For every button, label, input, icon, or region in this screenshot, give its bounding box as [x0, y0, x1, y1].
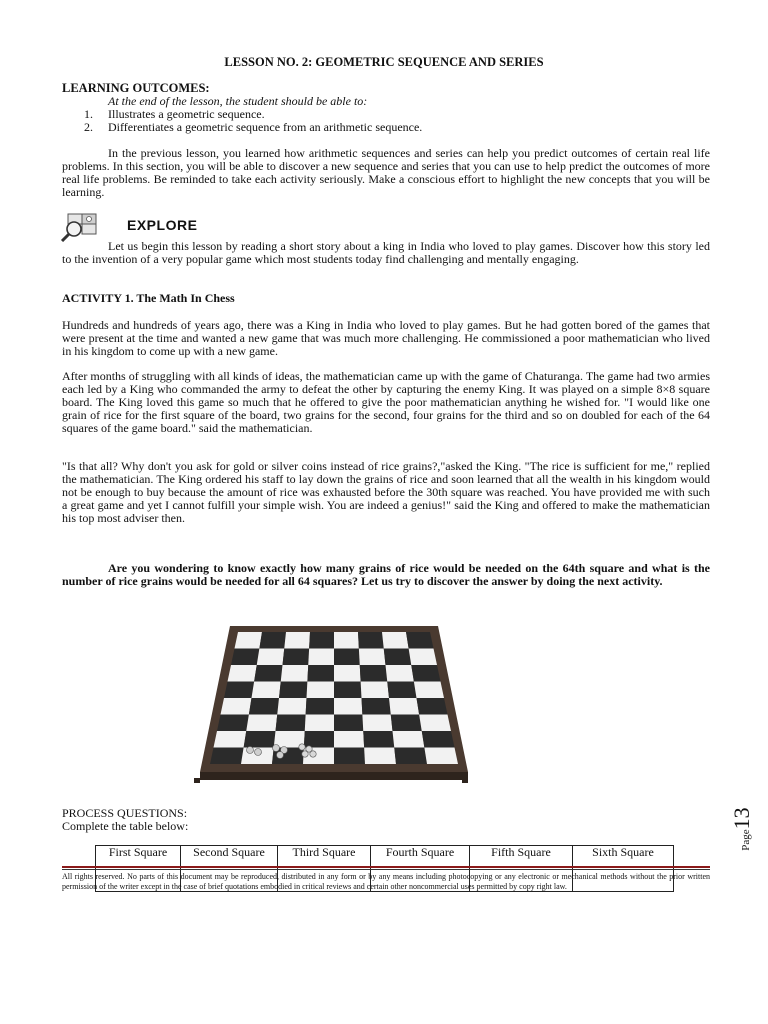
column-header: Fourth Square	[371, 846, 470, 867]
chess-square	[277, 698, 306, 715]
chess-square	[334, 665, 361, 682]
chess-square	[308, 649, 334, 666]
explore-paragraph: Let us begin this lesson by reading a short story about a king in India who loved to play games. Discover how this story led to the invention of a very popular game which most students today find challenging and mentally engaging.	[62, 239, 710, 266]
chess-square	[228, 665, 257, 682]
chess-square	[307, 665, 334, 682]
chess-square	[364, 748, 396, 765]
outcomes-heading: LEARNING OUTCOMES:	[62, 81, 210, 95]
chess-square	[411, 665, 440, 682]
chess-square	[414, 682, 444, 699]
outcomes-list	[84, 108, 422, 134]
intro-paragraph: In the previous lesson, you learned how arithmetic sequences and series can help you predict outcomes of certain real life problems. In this section, you will be able to discover a new sequence and series that you can use to help predict the outcomes of more real life problems. Be reminded to take each activity seriously. Make a conscious effort to highlight the new concepts that you will be learning.	[62, 146, 710, 199]
table-header-row	[96, 846, 674, 867]
column-header: Second Square	[181, 846, 278, 867]
chess-square	[334, 698, 362, 715]
chess-square	[224, 682, 254, 699]
outcomes-intro: At the end of the lesson, the student should be able to:	[108, 94, 368, 108]
chess-square	[231, 649, 259, 666]
chess-square	[386, 665, 414, 682]
chess-square	[406, 632, 434, 649]
footer-divider-thin	[62, 869, 710, 870]
chess-square	[358, 632, 384, 649]
chess-square	[309, 632, 334, 649]
chess-square	[334, 649, 360, 666]
chess-square	[360, 665, 388, 682]
chess-square	[334, 715, 363, 732]
chess-square	[257, 649, 285, 666]
chess-square	[362, 698, 391, 715]
chess-square	[281, 665, 309, 682]
chess-square	[361, 682, 389, 699]
explore-label: EXPLORE	[127, 217, 198, 233]
chess-square	[306, 698, 334, 715]
process-heading: PROCESS QUESTIONS:	[62, 806, 188, 820]
chess-square	[304, 731, 334, 748]
chess-square	[334, 632, 359, 649]
chess-square	[334, 748, 365, 765]
chess-square	[391, 715, 422, 732]
chess-square	[235, 632, 263, 649]
chess-square	[246, 715, 277, 732]
story-paragraph-2: After months of struggling with all kinds of ideas, the mathematician came up with the game of Chaturanga. The game had two armies each led by a King who commanded the army to defeat the other by capturing the enemy King. It was played on a simple 8×8 square board. The King loved this game so much that he offered to give the poor mathematician anything he wished for. "I would like one grain of rice for the first square of the board, two grains for the second, four grains for the third and so on doubled for each of the 64 squares of the game board." said the mathematician.	[62, 369, 710, 435]
chess-square	[363, 731, 394, 748]
story-paragraph-1: Hundreds and hundreds of years ago, there was a King in India who loved to play games. But he had gotten bored of the games that were present at the time and wanted a new game that was much more challenging. He commissioned a poor mathematician who lived in his kingdom to come up with a new game.	[62, 318, 710, 358]
chess-square	[422, 731, 455, 748]
chess-square	[244, 731, 276, 748]
chess-square	[284, 632, 310, 649]
list-item: 2. Differentiates a geometric sequence from an arithmetic sequence.	[84, 120, 423, 134]
list-item: 1. Illustrates a geometric sequence.	[84, 107, 265, 121]
chess-square	[334, 731, 364, 748]
chess-square	[394, 748, 427, 765]
chess-square	[334, 682, 362, 699]
chess-square	[221, 698, 252, 715]
chess-square	[382, 632, 409, 649]
chess-square	[259, 632, 286, 649]
column-header: Sixth Square	[573, 846, 674, 867]
chess-square	[214, 731, 247, 748]
page-number	[726, 806, 762, 862]
chess-square	[305, 715, 334, 732]
chess-square	[424, 748, 458, 765]
chess-square	[217, 715, 249, 732]
chess-square	[279, 682, 307, 699]
magnifier-puzzle-icon	[60, 212, 112, 242]
chess-square	[417, 698, 448, 715]
activity-title: ACTIVITY 1. The Math In Chess	[62, 291, 235, 305]
chessboard-image	[192, 612, 476, 784]
chess-square	[307, 682, 335, 699]
page-word: Page	[740, 829, 752, 851]
activity-question: Are you wondering to know exactly how many grains of rice would be needed on the 64th square and what is the number of rice grains would be needed for all 64 squares? Let us try to discover the answer by doing the next activity.	[62, 561, 710, 588]
story-paragraph-3: "Is that all? Why don't you ask for gold or silver coins instead of rice grains?,"asked the King. "The rice is sufficient for me," replied the mathematician. The King ordered his staff to lay down the grains of rice and soon learned that all the wealth in his kingdom would not be enough to buy because the amount of rice was exhausted before the 30th square was reached. You have provided me with such a great game and yet I cannot fulfill your simple wish. You are indeed a genius!" said the King and offered to make the mathematician his top most adviser then.	[62, 459, 710, 525]
chess-square	[249, 698, 279, 715]
footer-divider	[62, 866, 710, 868]
chess-square	[276, 715, 306, 732]
chess-square	[419, 715, 451, 732]
chess-square	[384, 649, 412, 666]
chess-square	[283, 649, 310, 666]
column-header: First Square	[96, 846, 181, 867]
chess-square	[254, 665, 282, 682]
chess-square	[210, 748, 244, 765]
process-instruction: Complete the table below:	[62, 819, 189, 833]
column-header: Fifth Square	[470, 846, 573, 867]
copyright-notice: All rights reserved. No parts of this document may be reproduced, distributed in any form or by any means including photocopying or any electronic or mechanical methods without the prior written permission of the writer except in the case of brief quotations embodied in critical reviews and certain other noncommercial uses permitted by copy right law.	[62, 872, 710, 891]
chess-square	[393, 731, 425, 748]
chess-square	[359, 649, 386, 666]
page-digits: 13	[729, 807, 754, 830]
lesson-title: LESSON NO. 2: GEOMETRIC SEQUENCE AND SERIES	[224, 55, 544, 69]
column-header: Third Square	[278, 846, 371, 867]
chess-square	[389, 698, 419, 715]
chess-square	[252, 682, 281, 699]
chess-square	[362, 715, 392, 732]
chess-square	[409, 649, 437, 666]
chess-square	[387, 682, 416, 699]
